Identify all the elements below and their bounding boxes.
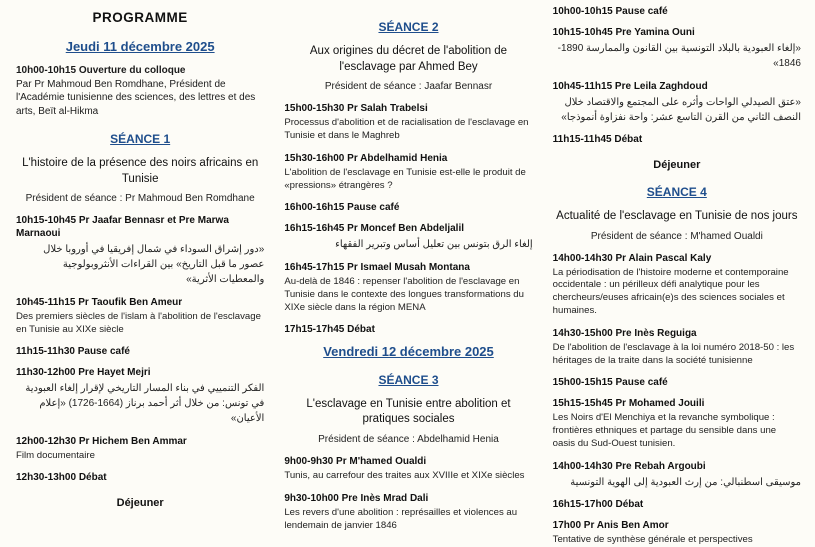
talk-speaker: 15h00-15h30 Pr Salah Trabelsi <box>284 103 428 115</box>
seance-3-title: L'esclavage en Tunisie entre abolition et pratiques sociales <box>306 397 511 426</box>
column-seance-four <box>543 6 805 543</box>
talk-item <box>16 366 264 426</box>
talk-speaker: 16h15-16h45 Pr Moncef Ben Abdeljalil <box>284 222 465 234</box>
talk-item <box>284 222 532 252</box>
talk-item <box>553 397 801 451</box>
talk-speaker: 10h45-11h15 Pre Leila Zaghdoud <box>552 81 708 92</box>
talk-speaker: 12h00-12h30 Pr Hichem Ben Ammar <box>16 435 187 447</box>
page-title: PROGRAMME <box>92 10 188 25</box>
talk-item <box>16 214 264 287</box>
day-two-title: Vendredi 12 décembre 2025 <box>323 343 494 359</box>
talk-item <box>553 26 801 71</box>
debate-slot: 17h15-17h45 Débat <box>284 323 375 335</box>
talk-speaker: 15h30-16h00 Pr Abdelhamid Henia <box>284 152 448 164</box>
talk-description: «عتق الصيدلي الواحات وأثره على المجتمع والاقتصاد خلال النصف الثاني من القرن التاسع عشر: واحة نفزاوة أنموذجا» <box>561 97 801 123</box>
seance-2-label: SÉANCE 2 <box>378 20 439 34</box>
talk-description: Au-delà de 1846 : repenser l'abolition de l'esclavage en Tunisie dans le contexte des longues transformations du XIXe siècle dans la région MENA <box>284 275 524 313</box>
talk-speaker: 9h00-9h30 Pr M'hamed Oualdi <box>284 455 427 467</box>
seance-1-title: L'histoire de la présence des noirs africains en Tunisie <box>22 157 259 185</box>
debate-slot: 16h15-17h00 Débat <box>552 498 644 510</box>
seance-3-chair: Président de séance : Abdelhamid Henia <box>318 433 499 445</box>
talk-speaker: 14h00-14h30 Pre Rebah Argoubi <box>552 460 706 472</box>
talk-item <box>284 152 532 193</box>
talk-speaker: 10h15-10h45 Pr Jaafar Bennasr et Pre Marwa Marnaoui <box>16 215 229 240</box>
seance-4-chair: Président de séance : M'hamed Oualdi <box>590 230 763 242</box>
talk-speaker: 16h45-17h15 Pr Ismael Musah Montana <box>284 261 470 273</box>
talk-item <box>553 460 801 490</box>
coffee-break: 15h00-15h15 Pause café <box>552 377 668 389</box>
talk-item <box>284 102 532 143</box>
talk-speaker: 10h45-11h15 Pr Taoufik Ben Ameur <box>16 297 183 309</box>
lunch-slot: Déjeuner <box>653 159 701 171</box>
talk-description: موسيقى اسطنبالي: من إرث العبودية إلى الهوية التونسية <box>570 476 801 488</box>
talk-item <box>553 252 801 319</box>
talk-item <box>284 455 532 483</box>
debate-slot: 12h30-13h00 Débat <box>16 471 107 483</box>
talk-speaker: 11h30-12h00 Pre Hayet Mejri <box>16 366 151 378</box>
talk-description: L'abolition de l'esclavage en Tunisie est-elle le produit de «pressions» étrangères ? <box>284 166 526 191</box>
talk-speaker: 14h00-14h30 Pr Alain Pascal Kaly <box>552 252 712 264</box>
opening-time-label: 10h00-10h15 Ouverture du colloque <box>16 65 186 76</box>
talk-description: الفكر التنمييي في بناء المسار التاريخي لإقرار إلغاء العبودية في تونس: من خلال أثر أحمد برناز (1664-1726) «إعلام الأعيان» <box>25 382 265 424</box>
talk-description: إلغاء الرق بتونس بين تعليل أساس وتبرير الفقهاء <box>335 238 533 250</box>
seance-2-title: Aux origines du décret de l'abolition de l'esclavage par Ahmed Bey <box>309 45 508 73</box>
talk-description: Tunis, au carrefour des traites aux XVIIIe et XIXe siècles <box>284 469 525 481</box>
talk-description: «دور إشراق السوداء في شمال إفريقيا في أوروبا خلال عصور ما قبل التاريخ» بين القراءات الأنثروبولوجية والمعطيات الأثرية» <box>43 244 265 286</box>
column-seance-two-three <box>274 6 542 543</box>
seance-3-label: SÉANCE 3 <box>378 372 439 387</box>
talk-item <box>16 296 264 337</box>
column-day-one <box>10 6 274 543</box>
talk-item <box>16 435 264 463</box>
talk-description: Les revers d'une abolition : représailles et violences au lendemain de janvier 1846 <box>284 506 518 531</box>
talk-description: Film documentaire <box>16 449 95 461</box>
talk-item <box>284 492 532 533</box>
debate-slot: 11h15-11h45 Débat <box>552 134 643 145</box>
coffee-break: 10h00-10h15 Pause café <box>552 6 668 17</box>
talk-item <box>284 261 532 315</box>
lunch-slot: Déjeuner <box>116 496 164 509</box>
talk-item <box>553 80 801 125</box>
talk-speaker: 17h00 Pr Anis Ben Amor <box>552 519 669 531</box>
seance-4-title: Actualité de l'esclavage en Tunisie de nos jours <box>556 210 798 222</box>
talk-speaker: 15h15-15h45 Pr Mohamed Jouili <box>552 398 705 410</box>
coffee-break: 16h00-16h15 Pause café <box>284 201 400 213</box>
seance-1-chair: Président de séance : Pr Mahmoud Ben Romdhane <box>25 193 255 205</box>
seance-1-label: SÉANCE 1 <box>110 132 171 146</box>
seance-2-chair: Président de séance : Jaafar Bennasr <box>324 81 493 93</box>
day-one-title: Jeudi 11 décembre 2025 <box>65 39 215 54</box>
talk-description: La périodisation de l'histoire moderne et contemporaine occidentale : un périlleux défi analytique pour les chercheurs/euses africain(e)s des sciences sociales et humaines. <box>552 266 789 317</box>
seance-4-label: SÉANCE 4 <box>646 185 707 199</box>
talk-description: Les Noirs d'El Menchiya et la revanche symbolique : frontières ethniques et partage du sensible dans une oasis du Sud-Ouest tunisien. <box>552 412 777 450</box>
opening-description: Par Pr Mahmoud Ben Romdhane, Président de l'Académie tunisienne des sciences, des lettres et des arts, Beït al-Hikma <box>16 78 256 117</box>
talk-description: Des premiers siècles de l'islam à l'abolition de l'esclavage en Tunisie au XIXe siècle <box>16 311 261 335</box>
talk-description: Processus d'abolition et de racialisation de l'esclavage en Tunisie et dans le Maghreb <box>284 117 529 141</box>
talk-description: «إلغاء العبودية بالبلاد التونسية بين القانون والممارسة 1890-1846» <box>557 43 801 69</box>
opening-session <box>16 64 264 118</box>
talk-speaker: 9h30-10h00 Pre Inès Mrad Dali <box>284 492 429 504</box>
talk-speaker: 10h15-10h45 Pre Yamina Ouni <box>552 27 695 38</box>
talk-speaker: 14h30-15h00 Pre Inès Reguiga <box>552 328 697 340</box>
talk-description: De l'abolition de l'esclavage à la loi numéro 2018-50 : les héritages de la traite dans la société tunisienne <box>552 342 795 367</box>
coffee-break: 11h15-11h30 Pause café <box>16 345 130 357</box>
talk-item <box>553 327 801 368</box>
talk-description: Tentative de synthèse générale et perspectives <box>552 533 753 545</box>
